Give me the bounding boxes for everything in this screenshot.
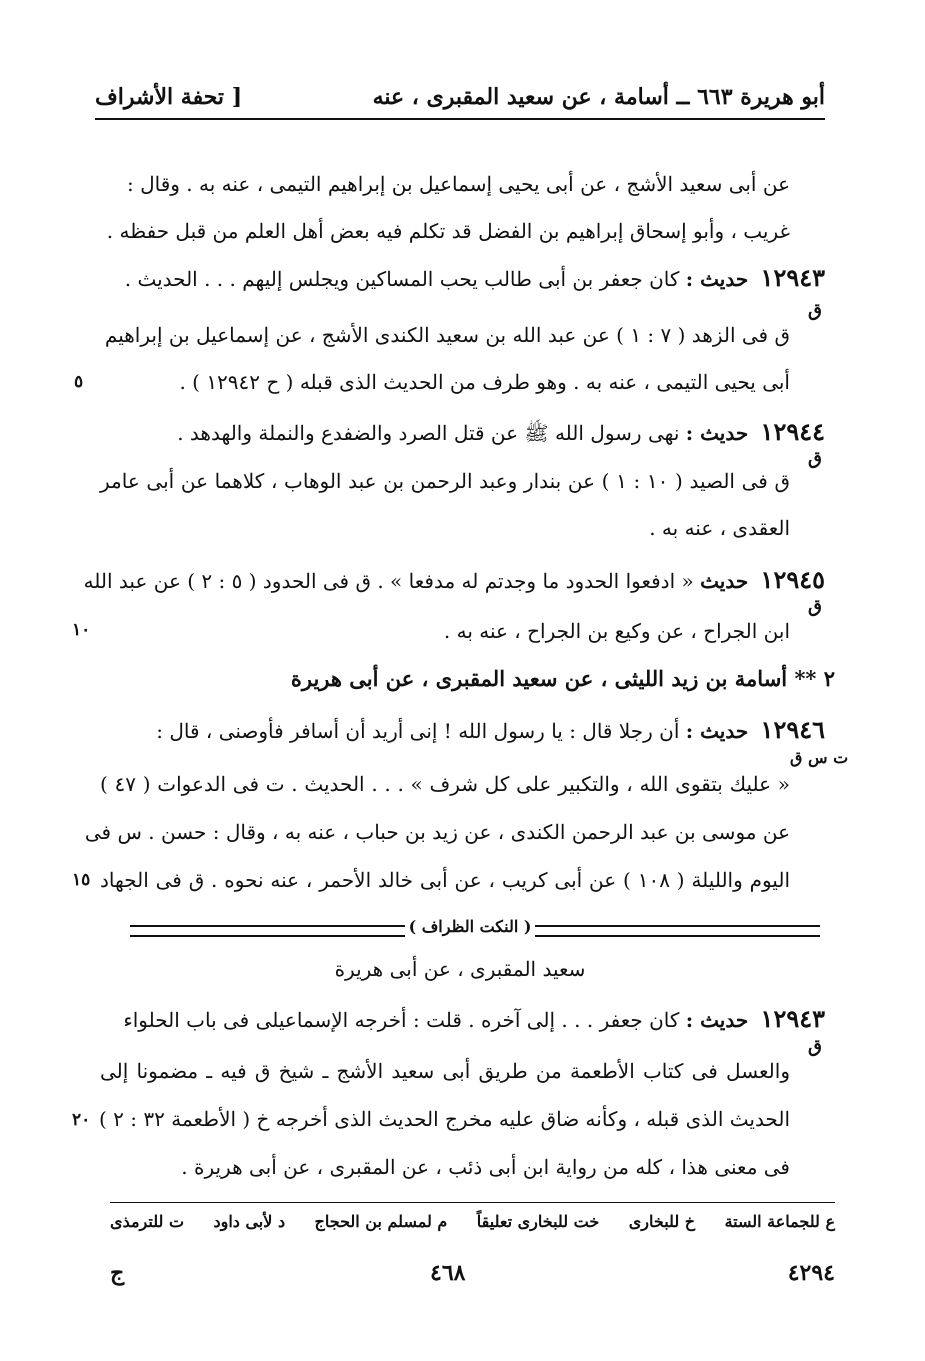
text-line: فى معنى هذا ، كله من رواية ابن أبى ذئب ، عن المقبرى ، عن أبى هريرة . (181, 1155, 790, 1179)
line-number: ٥ (74, 372, 84, 392)
source-mark: ق (808, 448, 822, 469)
text-line: عن موسى بن عبد الرحمن الكندى ، عن زيد بن حباب ، عنه به ، وقال : حسن . س فى (84, 820, 790, 844)
hadith-number: ١٢٩٤٥ (760, 565, 825, 594)
text-line: أبى يحيى التيمى ، عنه به . وهو طرف من الحديث الذى قبله ( ح ١٢٩٤٢ ) . (179, 370, 790, 394)
running-header (95, 78, 825, 120)
abbreviation: م لمسلم بن الحجاج (314, 1212, 448, 1231)
line-number: ٢٠ (72, 1110, 91, 1130)
text-line: « عليك بتقوى الله ، والتكبير على كل شرف » . . . الحديث . ت فى الدعوات ( ٤٧ ) (100, 772, 790, 796)
line-number: ١٠ (72, 620, 91, 640)
source-mark: ق (808, 300, 822, 321)
hadith-entry (83, 565, 825, 595)
hadith-number: ١٢٩٤٦ (760, 715, 825, 744)
hadith-number: ١٢٩٤٣ (760, 263, 825, 292)
text-line: ق فى الصيد ( ١٠ : ١ ) عن بندار وعبد الرحمن بن عبد الوهاب ، كلاهما عن أبى عامر (100, 469, 791, 493)
abbreviation: ع للجماعة الستة (724, 1212, 835, 1231)
abbreviation: ت للترمذى (110, 1212, 184, 1231)
abbreviation: د لأبى داود (213, 1212, 286, 1231)
abbreviation-key (110, 1212, 835, 1231)
abbreviation: خ للبخارى (628, 1212, 696, 1231)
hadith-text: نهى رسول الله ﷺ عن قتل الصرد والضفدع والنملة والهدهد . (177, 421, 680, 445)
separator-label: ( النكت الظراف ) (405, 914, 535, 940)
hadith-label: حديث : (685, 1008, 749, 1032)
hadith-number: ١٢٩٤٣ (760, 1004, 825, 1033)
source-mark: ق (808, 1036, 822, 1057)
text-line: عن أبى سعيد الأشج ، عن أبى يحيى إسماعيل بن إبراهيم التيمى ، عنه به . وقال : (127, 172, 790, 196)
signature-mark: ج (110, 1260, 125, 1286)
hadith-text: كان جعفر بن أبى طالب يحب المساكين ويجلس إليهم . . . الحديث . (124, 267, 680, 291)
source-mark: ت س ق (790, 748, 849, 767)
volume-page-number: ٤٢٩٤ (787, 1260, 835, 1286)
header-title: أبو هريرة ٦٦٣ ــ أسامة ، عن سعيد المقبرى ، عنه (372, 84, 825, 110)
hadith-text: « ادفعوا الحدود ما وجدتم له مدفعا » . ق فى الحدود ( ٥ : ٢ ) عن عبد الله (83, 569, 694, 593)
nukat-title: سعيد المقبرى ، عن أبى هريرة (334, 957, 586, 981)
hadith-label: حديث : (685, 267, 749, 291)
source-mark: ق (808, 596, 822, 617)
text-line: والعسل فى كتاب الأطعمة من طريق أبى سعيد الأشج ـ شيخ ق فيه ـ مضمونا إلى (100, 1059, 790, 1083)
abbreviation: خت للبخارى تعليقاً (476, 1212, 600, 1231)
hadith-text: أن رجلا قال : يا رسول الله ! إنى أريد أن أسافر فأوصنى ، قال : (156, 719, 680, 743)
nukat-entry (100, 1005, 825, 1034)
hadith-label: حديث : (685, 719, 749, 743)
hadith-entry (95, 264, 825, 293)
hadith-label: حديث : (685, 421, 749, 445)
text-line: الحديث الذى قبله ، وكأنه ضاق عليه مخرج الحديث الذى أخرجه خ ( الأطعمة ٣٢ : ٢ ) (99, 1107, 790, 1131)
line-number: ١٥ (72, 870, 91, 890)
text-line: ق فى الزهد ( ٧ : ١ ) عن عبد الله بن سعيد الكندى الأشج ، عن إسماعيل بن إبراهيم (104, 323, 790, 347)
section-heading: ٢ ** أسامة بن زيد الليثى ، عن سعيد المقبرى ، عن أبى هريرة (290, 666, 835, 691)
header-book-title: [ تحفة الأشراف (95, 84, 243, 110)
hadith-label: حديث (700, 569, 749, 593)
text-line: اليوم والليلة ( ١٠٨ ) عن أبى كريب ، عن أبى خالد الأحمر ، عنه نحوه . ق فى الجهاد (100, 868, 790, 892)
hadith-number: ١٢٩٤٤ (760, 417, 825, 446)
text-line: ابن الجراح ، عن وكيع بن الجراح ، عنه به . (443, 619, 790, 643)
text-line: غريب ، وأبو إسحاق إبراهيم بن الفضل قد تكلم فيه بعض أهل العلم من قبل حفظه . (106, 219, 790, 243)
hadith-entry (100, 716, 825, 745)
hadith-text: كان جعفر . . . إلى آخره . قلت : أخرجه الإسماعيلى فى باب الحلواء (123, 1008, 680, 1032)
page-number: ٤٦٨ (430, 1260, 466, 1286)
text-line: العقدى ، عنه به . (649, 516, 790, 540)
footer-rule (110, 1202, 835, 1203)
hadith-entry (100, 418, 825, 447)
